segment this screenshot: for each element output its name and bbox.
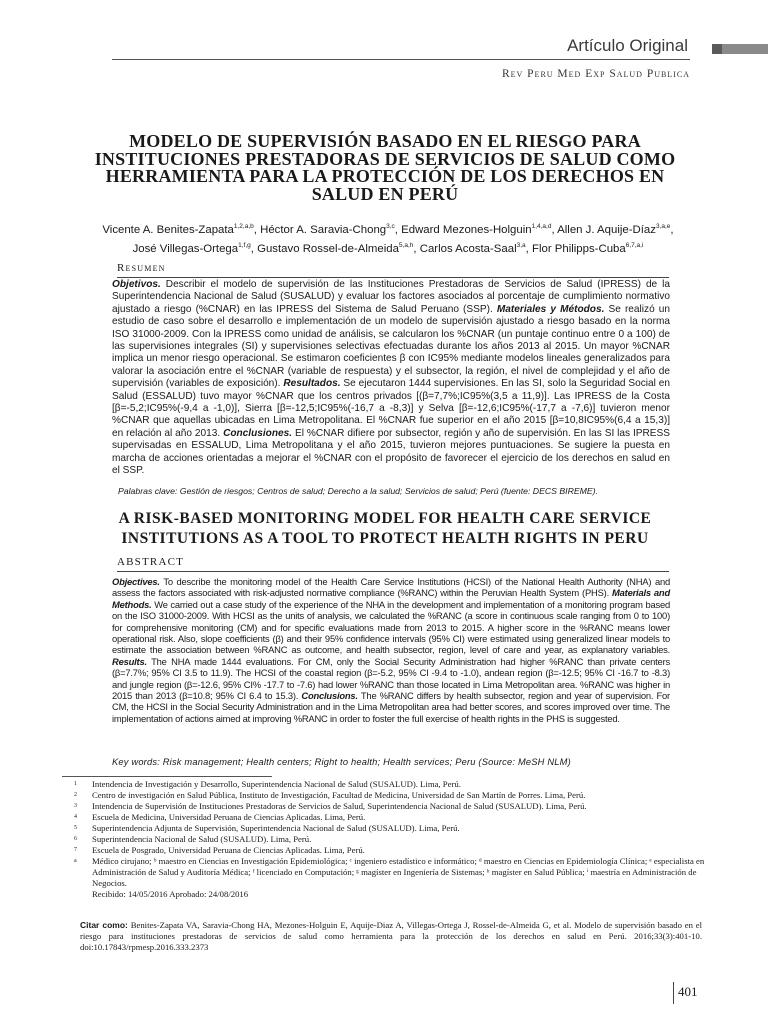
author: Vicente A. Benites-Zapata$^{1,2,a,b}$	[102, 223, 254, 236]
page-number-rule	[673, 982, 674, 1004]
article-title-en: A RISK-BASED MONITORING MODEL FOR HEALTH CARE SERVICE INSTITUTIONS AS A TOOL TO PROTECT HEALTH RIGHTS IN PERU	[118, 510, 652, 547]
affiliation-item: 2 Centro de investigación en Salud Pública, Instituto de Investigación, Facultad de Medicina, Universidad de San Martín de Porres. Lima, Perú.	[74, 790, 586, 800]
keywords-es: Palabras clave: Gestión de riesgos; Centros de salud; Derecho a la salud; Servicios de salud; Perú (fuente: DECS BIREME).	[118, 486, 598, 496]
author: Flor Philipps-Cuba$^{6,7,a,i}$	[532, 241, 644, 255]
footnote-rule	[62, 776, 272, 777]
page-number: 401	[678, 984, 698, 999]
author-list: Vicente A. Benites-Zapata$^{1,2,a,b}$, Héctor A. Saravia-Chong$^{3,c}$, Edward Mezones-Holguin$^{1,4,a,d}$, Allen J. Aquije-Díaz$^{3,a,e}$, José Villegas-Ortega$^{1,f,g}$, Gustavo Rossel-de-Almeida$^{5,a,h}$, Carlos Acosta-Saal$^{3,a}$, Flor Philipps-Cuba$^{6,7,a,i}$	[102, 223, 674, 255]
resumen-heading: Resumen	[117, 262, 166, 274]
header-rule	[112, 59, 690, 60]
received-dates: Recibido: 14/05/2016 Aprobado: 24/08/2016	[92, 889, 249, 899]
author: Edward Mezones-Holguin$^{1,4,a,d}$	[401, 223, 552, 236]
citation: Citar como: Benites-Zapata VA, Saravia-Chong HA, Mezones-Holguin E, Aquije-Diaz A, Villegas-Ortega J, Rossel-de-Almeida G, et al. Modelo de supervisión basado en el riesgo para instituciones prestadoras de servicios de salud como herramienta para la protección de los derechos en salud en Perú. 2016;33(3):401-10. doi:10.17843/rpmesp.2016.333.2373	[80, 920, 702, 952]
affiliation-item: 4 Escuela de Medicina, Universidad Peruana de Ciencias Aplicadas. Lima, Perú.	[74, 812, 366, 822]
journal-name: Rev Peru Med Exp Salud Publica	[501, 68, 690, 80]
abstract-rule	[117, 571, 669, 572]
keywords-en: Key words: Risk management; Health centers; Right to health; Health services; Peru (Source: MeSH NLM)	[112, 757, 571, 767]
affiliation-item: 1 Intendencia de Investigación y Desarrollo, Superintendencia Nacional de Salud (SUSALUD). Lima, Perú.	[74, 779, 461, 789]
affiliation-item: a Médico cirujano; ᵇ maestro en Ciencias en Investigación Epidemiológica; ᶜ ingeniero estadístico e informático; ᵈ maestro en Ciencias en Epidemiología Clínica; ᵉ especialista en Administración de Salud y Auditoría Médica; ᶠ licenciado en Computación; ᵍ magíster en Ingeniería de Sistemas; ʰ magíster en Salud Pública; ⁱ maestría en Administración de Negocios.	[74, 856, 705, 888]
affiliation-item: 7 Escuela de Posgrado, Universidad Peruana de Ciencias Aplicadas. Lima, Perú.	[74, 845, 365, 855]
abstract-heading: ABSTRACT	[117, 556, 185, 568]
article-title-es: MODELO DE SUPERVISIÓN BASADO EN EL RIESGO PARA INSTITUCIONES PRESTADORAS DE SERVICIOS DE SALUD COMO HERRAMIENTA PARA LA PROTECCIÓN DE LOS DERECHOS EN SALUD EN PERÚ	[94, 131, 676, 204]
author: Carlos Acosta-Saal$^{3,a}$	[419, 241, 526, 255]
author: Héctor A. Saravia-Chong$^{3,c}$	[260, 223, 395, 236]
affiliation-item: 6 Superintendencia Nacional de Salud (SUSALUD). Lima, Perú.	[74, 834, 312, 844]
author: Gustavo Rossel-de-Almeida$^{5,a,h}$	[257, 241, 414, 255]
resumen-body: Objetivos. Describir el modelo de supervisión de las Instituciones Prestadoras de Servicios de Salud (IPRESS) de la Superintendencia Nacional de Salud (SUSALUD) y evaluar los factores asociados al porcentaje de cumplimiento normativo ajustado a riesgo (%CNAR) en las IPRESS del Sistema de Salud Peruano (SSP). Materiales y Métodos. Se realizó un estudio de caso sobre el desarrollo e implementación de un modelo de supervisión ajustado a riesgo basado en la norma ISO 31000-2009. Con la IPRESS como unidad de análisis, se calcularon los %CNAR (un puntaje continuo entre 0 a 100) de las supervisiones integrales (SI) y supervisiones selectivas efectuadas durante los años 2013 al 2015. Un mayor %CNAR implica un menor riesgo operacional. Se estimaron coeficientes β con IC95% mediante modelos lineales generalizados para valorar la asociación entre el %CNAR (variable de respuesta) y el subsector, la región, el nivel de complejidad y el año de supervisión (variables de exposición). Resultados. Se ejecutaron 1444 supervisiones. En las SI, solo la Seguridad Social en Salud (ESSALUD) tuvo mayor %CNAR que los centros privados [(β=7,7%;IC95%(3,5 a 11,9)]. Las IPRESS de la Costa [β=-5,2;IC95%(-9,4 a -1,0)], Sierra [β=-12,5;IC95%(-16,7 a -8,3)] y Selva [β=-12,6;IC95%(-17,7 a -7,6)] tuvieron menor %CNAR que aquellas ubicadas en Lima Metropolitana. El %CNAR fue superior en el año 2015 [β=10,8IC95%(6,4 a 15,3)] en relación al año 2013. Conclusiones. El %CNAR difiere por subsector, región y año de supervisión. En las SI las IPRESS supervisadas en ESSALUD, Lima Metropolitana y el año 2015, tuvieron mejores puntuaciones. Se sugiere la puesta en marcha de acciones orientadas a mejorar el %CNAR con el propósito de favorecer el ejercicio de los derechos en salud en el SSP.	[112, 279, 671, 477]
section-label: Artículo Original	[567, 36, 688, 55]
affiliation-item: 5 Superintendencia Adjunta de Supervisión, Superintendencia Nacional de Salud (SUSALUD). Lima, Perú.	[74, 823, 460, 833]
author: José Villegas-Ortega$^{1,f,g}$	[132, 241, 251, 255]
abstract-body: Objectives. To describe the monitoring model of the Health Care Service Institutions (HCSI) of the National Health Authority (NHA) and assess the factors associated with risk-adjusted normative compliance (%RANC) within the Peruvian Health System (PHS). Materials and Methods. We carried out a case study of the experience of the NHA in the development and implementation of a monitoring program based on the ISO 31000-2009. With HCSI as the units of analysis, we calculated the %RANC (a score in continuous scale ranging from 0 to 100) for comprehensive monitoring (CM) and for specific evaluations made from 2013 to 2015. A higher score in the %RANC means lower operational risk. Also, slope coefficients (β) and their 95% confidence intervals (95% CI) were estimated using generalized linear models to estimate the association between %RANC as outcome, and health subsector, region, level of care and year, as explanatory variables. Results. The NHA made 1444 evaluations. For CM, only the Social Security Administration had higher %RANC than private centers (β=7.7%; 95% CI 3.5 to 11.9). The HCSI of the coastal region (β=-5.2, 95% CI -9.4 to -1.0), andean region (β=-12.5; 95% CI -16.7 to -8.3) and jungle region (β=-12.6, 95% CI% -17.7 to -7.6) had lower %RANC than those located in Lima Metropolitan area. %RANC was higher in 2015 than 2013 (β=10.8; 95% CI 6.4 to 15.3). Conclusions. The %RANC differs by health subsector, region and year of supervision. For CM, the HCSI in the Social Security Administration and in the Lima Metropolitan area had better scores, and scores improved over time. The implementation of actions aimed at improving %RANC in order to foster the full exercise of health rights in the PHS is suggested.	[112, 576, 670, 724]
author: Allen J. Aquije-Díaz$^{3,a,e}$	[557, 223, 671, 236]
resumen-rule	[117, 277, 669, 278]
affiliations	[74, 779, 714, 900]
affiliation-item: 3 Intendencia de Supervisión de Instituciones Prestadoras de Servicios de Salud, Superintendencia Nacional de Salud (SUSALUD). Lima, Perú.	[74, 801, 587, 811]
header-decor-square	[712, 44, 722, 54]
